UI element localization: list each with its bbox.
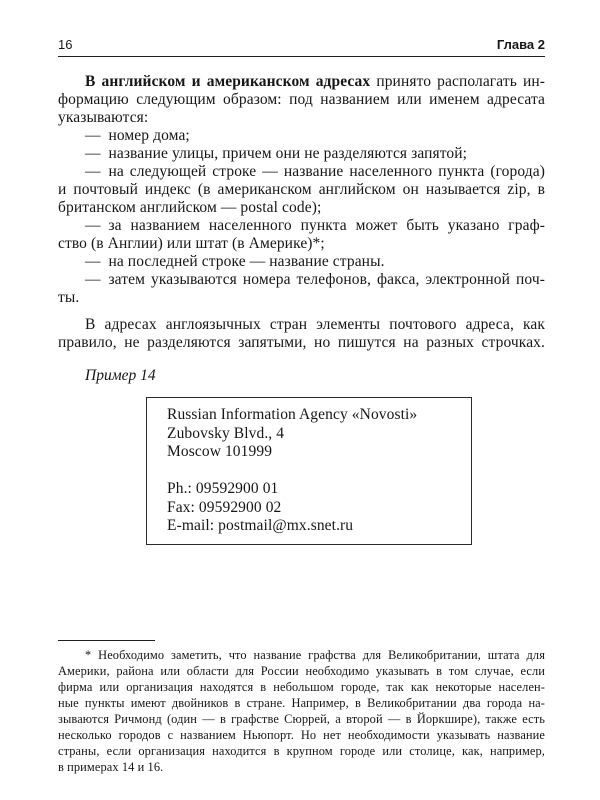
example-label bbox=[58, 367, 545, 385]
footnote-line: несколько городов с названием Ньюпорт. Но нет необходимости указывать название bbox=[58, 728, 545, 742]
footnote-divider bbox=[58, 640, 155, 641]
list-line: ты. bbox=[58, 289, 80, 306]
address-rules-list bbox=[58, 127, 545, 307]
footnote-line: ные пункты имеют двойников в стране. Например, в Великобритании два города на- bbox=[58, 696, 545, 710]
page-number: 16 bbox=[58, 37, 73, 52]
footnote-line: в примерах 14 и 16. bbox=[58, 760, 164, 774]
address-line: Ph.: 09592900 01 bbox=[167, 480, 279, 497]
text-line: В английском и американском адресах принято располагать ин- bbox=[85, 73, 545, 90]
footnote-line: страны, если организация находится в крупном городе или столице, как, например, bbox=[58, 744, 545, 758]
list-line: — за названием населенного пункта может быть указано граф- bbox=[85, 217, 545, 234]
intro-paragraph bbox=[58, 73, 545, 127]
footnote-line: * Необходимо заметить, что название графства для Великобритании, штата для bbox=[85, 648, 545, 662]
address-line: E-mail: postmail@mx.snet.ru bbox=[167, 517, 354, 534]
chapter-title: Глава 2 bbox=[496, 37, 545, 52]
list-line: и почтовый индекс (в американском английском он называется zip, в bbox=[58, 181, 545, 198]
list-line: — название улицы, причем они не разделяются запятой; bbox=[85, 145, 468, 162]
text-line: правило, не разделяются запятыми, но пишутся на разных строчках. bbox=[58, 334, 545, 351]
footnote bbox=[58, 640, 545, 775]
footnote-line: фирма или организация находятся в небольшом городе, так как некоторые населен- bbox=[58, 680, 545, 694]
list-line: — на последней строке — название страны. bbox=[85, 253, 385, 270]
list-line: ство (в Англии) или штат (в Америке)*; bbox=[58, 235, 325, 252]
address-line bbox=[167, 462, 463, 481]
example-address-box bbox=[146, 397, 472, 545]
text-line: указываются: bbox=[58, 109, 149, 126]
list-line: — номер дома; bbox=[85, 127, 190, 144]
example-label-text: Пример 14 bbox=[85, 367, 156, 384]
footnote-line: зываются Ричмонд (один — в графстве Сюррей, а второй — в Йоркшире), также есть bbox=[58, 712, 545, 726]
footnote-text bbox=[58, 647, 545, 775]
bold-lead-in: В английском и американском адресах bbox=[85, 73, 371, 90]
text-line: В адресах англоязычных стран элементы почтового адреса, как bbox=[85, 316, 545, 333]
list-line: британском английском — postal code); bbox=[58, 199, 322, 216]
text-line: формацию следующим образом: под названием или именем адресата bbox=[58, 91, 545, 108]
address-line: Moscow 101999 bbox=[167, 443, 273, 460]
list-line: — затем указываются номера телефонов, факса, электронной поч- bbox=[85, 271, 545, 288]
address-line: Fax: 09592900 02 bbox=[167, 498, 282, 516]
running-header bbox=[58, 37, 545, 57]
list-line: — на следующей строке — название населенного пункта (города) bbox=[85, 163, 545, 180]
address-line: Russian Information Agency «Novosti» bbox=[167, 406, 418, 423]
address-line: Zubovsky Blvd., 4 bbox=[167, 424, 285, 442]
second-paragraph bbox=[58, 316, 545, 352]
footnote-line: Америки, района или области для России необходимо указывать в том случае, если bbox=[58, 664, 545, 678]
